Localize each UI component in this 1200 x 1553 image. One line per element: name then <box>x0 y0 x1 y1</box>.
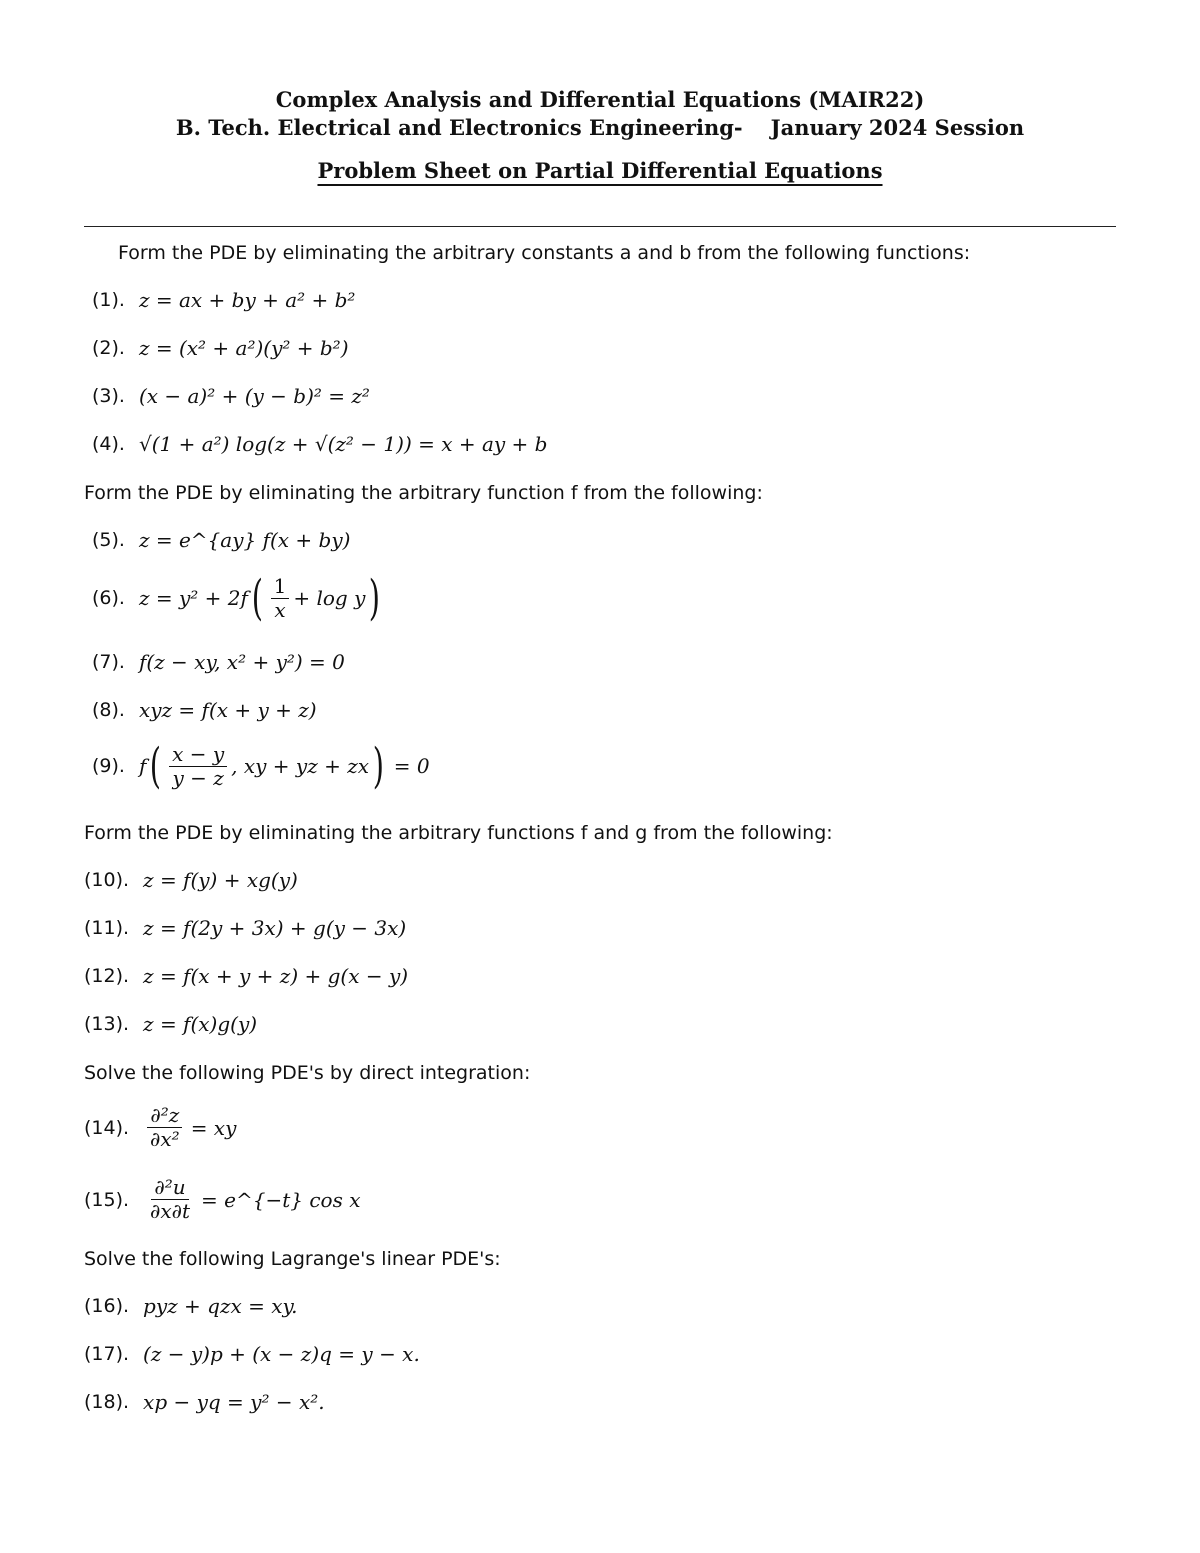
section-heading-direct-integration: Solve the following PDE's by direct integration: <box>84 1062 531 1084</box>
sheet-title: Problem Sheet on Partial Differential Equations <box>317 158 883 183</box>
fraction: $\frac{x - y}{y - z}$ <box>169 743 227 790</box>
left-paren: ( <box>251 570 263 626</box>
problem-10: (10). z = f(y) + xg(y) <box>84 868 298 892</box>
problem-12: (12). z = f(x + y + z) + g(x − y) <box>84 964 409 988</box>
problem-9: (9). f ( $\frac{x - y}{y - z}$ , xy + yz + zx ) = 0 <box>92 738 430 794</box>
problem-7: (7). f(z − xy, x² + y²) = 0 <box>92 650 345 674</box>
section-heading-lagrange: Solve the following Lagrange's linear PDE's: <box>84 1248 501 1270</box>
session-name: January 2024 Session <box>770 115 1025 140</box>
problem-5: (5). z = e^{ay} f(x + by) <box>92 528 351 552</box>
problem-11: (11). z = f(2y + 3x) + g(y − 3x) <box>84 916 407 940</box>
problem-15: (15). $\frac{\text{∂²u}}{\partial x\partial t}$ = e^{−t} cos x <box>84 1175 361 1223</box>
problem-2: (2). z = (x² + a²)(y² + b²) <box>92 336 349 360</box>
program-session-line <box>0 115 1200 140</box>
problem-8: (8). xyz = f(x + y + z) <box>92 698 317 722</box>
problem-1: (1). z = ax + by + a² + b² <box>92 288 356 312</box>
right-paren: ) <box>369 570 381 626</box>
problem-16: (16). pyz + qzx = xy. <box>84 1294 298 1318</box>
problem-18: (18). xp − yq = y² − x². <box>84 1390 325 1414</box>
section-heading-function-f: Form the PDE by eliminating the arbitrary function f from the following: <box>84 482 763 504</box>
course-title: Complex Analysis and Differential Equations (MAIR22) <box>275 87 925 112</box>
fraction: $\frac{\text{∂²z}}{\text{∂x²}}$ <box>147 1104 183 1151</box>
horizontal-rule <box>84 226 1116 227</box>
problem-6: (6). z = y² + 2f ( $\frac{1}{x}$ + log y ) <box>92 570 381 626</box>
problem-3: (3). (x − a)² + (y − b)² = z² <box>92 384 370 408</box>
problem-14: (14). $\frac{\text{∂²z}}{\text{∂x²}}$ = xy <box>84 1103 237 1151</box>
problem-13: (13). z = f(x)g(y) <box>84 1012 258 1036</box>
program-name: B. Tech. Electrical and Electronics Engineering- <box>175 115 743 140</box>
section-heading-constants: Form the PDE by eliminating the arbitrary constants a and b from the following functions: <box>118 242 971 264</box>
fraction: $\frac{1}{x}$ <box>271 575 290 622</box>
left-paren: ( <box>150 738 162 794</box>
right-paren: ) <box>372 738 385 794</box>
section-heading-functions-f-g: Form the PDE by eliminating the arbitrary functions f and g from the following: <box>84 822 833 844</box>
problem-17: (17). (z − y)p + (x − z)q = y − x. <box>84 1342 420 1366</box>
fraction: $\frac{\text{∂²u}}{\partial x\partial t}$ <box>150 1175 191 1223</box>
problem-4: (4). √(1 + a²) log(z + √(z² − 1)) = x + ay + b <box>92 432 548 456</box>
